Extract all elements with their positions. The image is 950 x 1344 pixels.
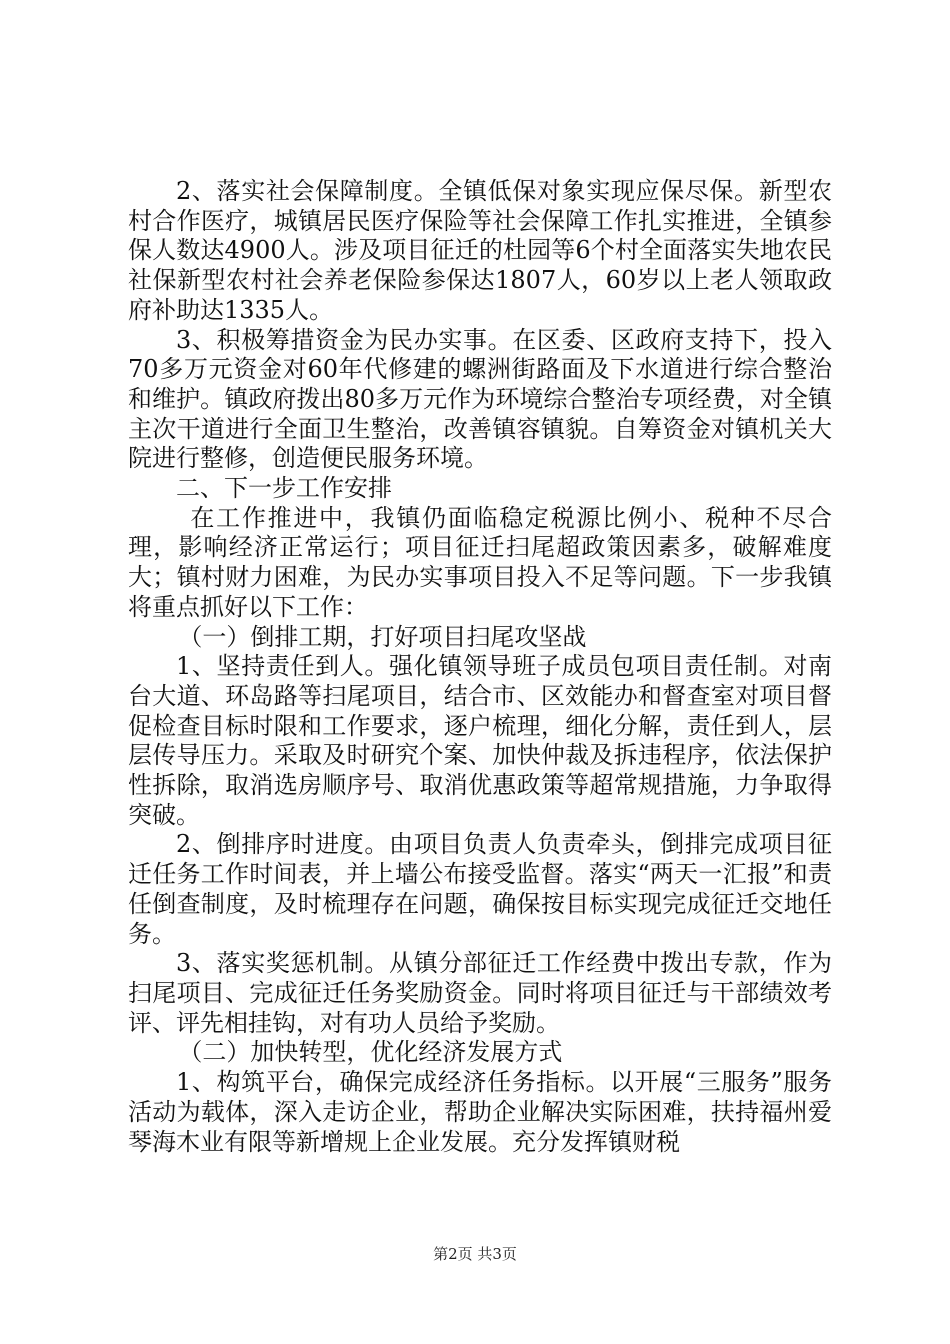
paragraph-responsibility: 1、坚持责任到人。强化镇领导班子成员包项目责任制。对南台大道、环岛路等扫尾项目，结合市、区效能办和督查室对项目督促检查目标时限和工作要求，逐户梳理，细化分解，责任到人，层层传导压力。采取及时研究个案、加快仲裁及拆违程序，依法保护性拆除，取消选房顺序号、取消优惠政策等超常规措施，力争取得突破。 <box>128 652 832 829</box>
page-footer: 第2页 共3页 <box>433 1245 517 1263</box>
section-heading-next-steps: 二、下一步工作安排 <box>176 474 392 503</box>
paragraph-progress: 2、倒排序时进度。由项目负责人负责牵头，倒排完成项目征迁任务工作时间表，并上墙公布接受监督。落实“两天一汇报”和责任倒查制度，及时梳理存在问题，确保按目标实现完成征迁交地任务。 <box>128 830 832 948</box>
paragraph-platform: 1、构筑平台，确保完成经济任务指标。以开展“三服务”服务活动为载体，深入走访企业，帮助企业解决实际困难，扶持福州爱琴海木业有限等新增规上企业发展。充分发挥镇财税 <box>128 1068 832 1156</box>
subheading-schedule: （一）倒排工期，打好项目扫尾攻坚战 <box>178 622 587 651</box>
subheading-transformation: （二）加快转型，优化经济发展方式 <box>178 1038 563 1067</box>
paragraph-social-security: 2、落实社会保障制度。全镇低保对象实现应保尽保。新型农村合作医疗，城镇居民医疗保险等社会保障工作扎实推进，全镇参保人数达4900人。涉及项目征迁的杜园等6个村全面落实失地农民社保新型农村社会养老保险参保达1807人，60岁以上老人领取政府补助达1335人。 <box>128 177 832 324</box>
paragraph-fund-raising: 3、积极筹措资金为民办实事。在区委、区政府支持下，投入70多万元资金对60年代修建的螺洲街路面及下水道进行综合整治和维护。镇政府拨出80多万元作为环境综合整治专项经费，对全镇主次干道进行全面卫生整治，改善镇容镇貌。自筹资金对镇机关大院进行整修，创造便民服务环境。 <box>128 325 832 473</box>
document-body <box>128 177 832 1157</box>
paragraph-incentives: 3、落实奖惩机制。从镇分部征迁工作经费中拨出专款，作为扫尾项目、完成征迁任务奖励资金。同时将项目征迁与干部绩效考评、评先相挂钩，对有功人员给予奖励。 <box>128 949 832 1037</box>
paragraph-challenges: 在工作推进中，我镇仍面临稳定税源比例小、税种不尽合理，影响经济正常运行；项目征迁扫尾超政策因素多，破解难度大；镇村财力困难，为民办实事项目投入不足等问题。下一步我镇将重点抓好以下工作： <box>128 503 832 621</box>
